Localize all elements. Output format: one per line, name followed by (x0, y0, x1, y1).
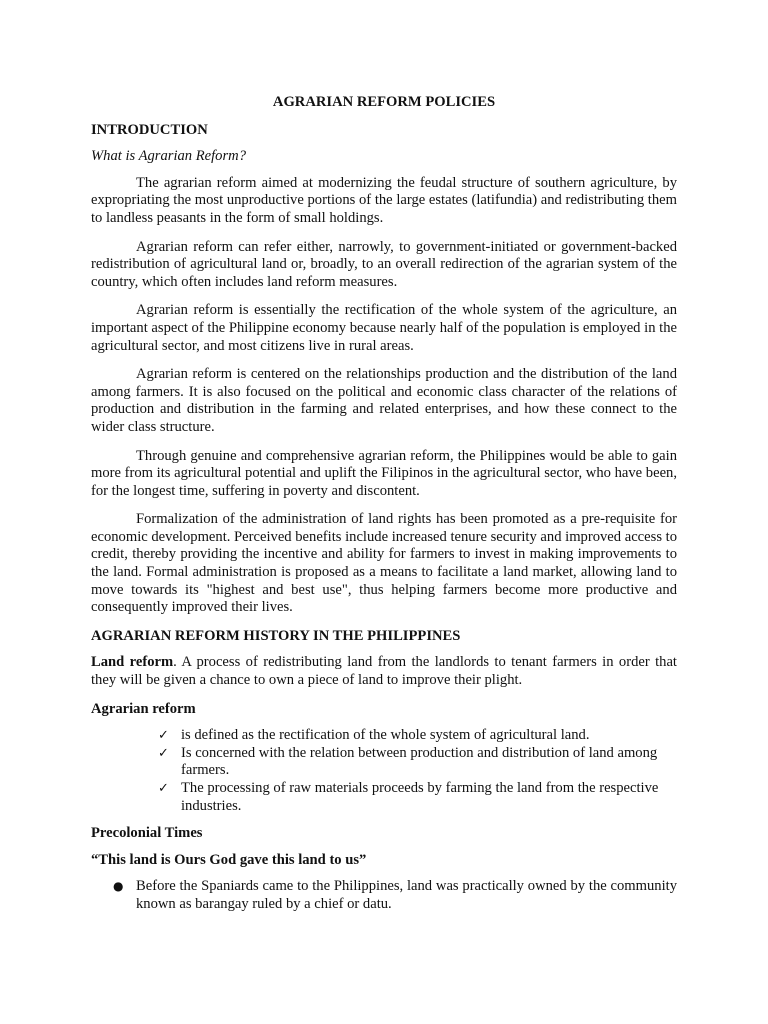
precolonial-quote: “This land is Ours God gave this land to us” (91, 851, 367, 868)
intro-paragraph: The agrarian reform aimed at modernizing the feudal structure of southern agriculture, by expropriating the most unproductive portions of the large estates (latifundia) and redistributing them to landless peasants in the form of small holdings. (91, 174, 677, 226)
list-item-text: Before the Spaniards came to the Philippines, land was practically owned by the community known as barangay ruled by a chief or datu. (136, 878, 677, 912)
list-item (158, 745, 677, 780)
list-item-text: Is concerned with the relation between production and distribution of land among farmers. (181, 744, 658, 779)
checkmark-icon: ✓ (158, 745, 169, 761)
intro-question: What is Agrarian Reform? (91, 148, 246, 165)
intro-paragraph: Agrarian reform is essentially the rectification of the whole system of the agriculture, an important aspect of the Philippine economy because nearly half of the population is employed in the agricultural sector, and most citizens live in rural areas. (91, 302, 677, 354)
checkmark-icon: ✓ (158, 728, 169, 744)
list-item (113, 878, 677, 913)
agrarian-reform-list (91, 727, 677, 815)
land-reform-text: . A process of redistributing land from the landlords to tenant farmers in order that they will be given a chance to own a piece of land to improve their plight. (91, 654, 677, 689)
introduction-heading: INTRODUCTION (91, 121, 208, 138)
history-heading: AGRARIAN REFORM HISTORY IN THE PHILIPPINES (91, 627, 461, 644)
list-item (158, 780, 677, 815)
list-item-text: The processing of raw materials proceeds by farming the land from the respective industries. (181, 780, 659, 814)
intro-paragraph: Agrarian reform can refer either, narrowly, to government-initiated or government-backed redistribution of agricultural land or, broadly, to an overall redirection of the agrarian system of the country, which often includes land reform measures. (91, 238, 677, 290)
land-reform-definition (91, 654, 677, 689)
intro-paragraph: Agrarian reform is centered on the relationships production and the distribution of the land among farmers. It is also focused on the political and economic class character of the relations of production and distribution in the farming and related enterprises, and how these connect to the wider class structure. (91, 366, 677, 435)
intro-paragraph: Through genuine and comprehensive agrarian reform, the Philippines would be able to gain more from its agricultural potential and uplift the Filipinos in the agricultural sector, who have been, for the longest time, suffering in poverty and discontent. (91, 447, 677, 499)
intro-paragraph: Formalization of the administration of land rights has been promoted as a pre-requisite for economic development. Perceived benefits include increased tenure security and improved access to credit, thereby providing the incentive and ability for farmers to invest in making improvements to the land. Formal administration is proposed as a means to facilitate a land market, allowing land to move towards its "highest and best use", thus helping farmers become more productive and consequently improved their lives. (91, 511, 677, 616)
list-item-text: is defined as the rectification of the whole system of agricultural land. (181, 727, 590, 744)
precolonial-heading: Precolonial Times (91, 825, 203, 842)
precolonial-list (91, 878, 677, 913)
bullet-icon: ● (113, 879, 124, 894)
list-item (158, 727, 677, 745)
land-reform-term: Land reform (91, 654, 174, 671)
document-title: AGRARIAN REFORM POLICIES (272, 94, 496, 110)
document-body (91, 94, 677, 914)
agrarian-reform-heading: Agrarian reform (91, 700, 196, 717)
checkmark-icon: ✓ (158, 781, 169, 796)
